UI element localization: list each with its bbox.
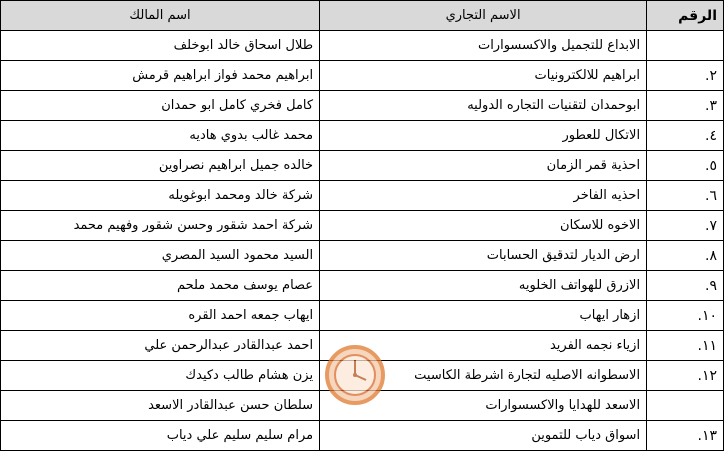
cell-number: ٤.: [647, 121, 724, 151]
cell-trade-name: ابوحمدان لتقنيات التجاره الدوليه: [320, 91, 647, 121]
cell-trade-name: ازهار ايهاب: [320, 301, 647, 331]
cell-number: ٥.: [647, 151, 724, 181]
cell-number: [647, 31, 724, 61]
cell-owner-name: خالده جميل ابراهيم نصراوين: [1, 151, 320, 181]
cell-trade-name: اسواق دياب للتموين: [320, 421, 647, 451]
cell-number: ٣.: [647, 91, 724, 121]
table-row: [1, 121, 724, 151]
cell-number: ١٣.: [647, 421, 724, 451]
table-row: [1, 151, 724, 181]
cell-number: [647, 391, 724, 421]
cell-owner-name: ابراهيم محمد فواز ابراهيم قرمش: [1, 61, 320, 91]
header-trade-name: الاسم التجاري: [320, 1, 647, 31]
cell-owner-name: طلال اسحاق خالد ابوخلف: [1, 31, 320, 61]
cell-trade-name: الازرق للهواتف الخلويه: [320, 271, 647, 301]
cell-number: ٧.: [647, 211, 724, 241]
cell-owner-name: شركة خالد ومحمد ابوغويله: [1, 181, 320, 211]
cell-owner-name: محمد غالب بدوي هاديه: [1, 121, 320, 151]
cell-number: ٢.: [647, 61, 724, 91]
cell-number: ٩.: [647, 271, 724, 301]
table-row: [1, 181, 724, 211]
table-row: [1, 61, 724, 91]
table-row: [1, 271, 724, 301]
cell-owner-name: شركة احمد شقور وحسن شقور وفهيم محمد: [1, 211, 320, 241]
cell-owner-name: احمد عبدالقادر عبدالرحمن علي: [1, 331, 320, 361]
table-row: [1, 211, 724, 241]
cell-owner-name: يزن هشام طالب دكيدك: [1, 361, 320, 391]
table-header-row: [1, 1, 724, 31]
cell-trade-name: الاخوه للاسكان: [320, 211, 647, 241]
cell-number: ١٠.: [647, 301, 724, 331]
cell-trade-name: ارض الديار لتدقيق الحسابات: [320, 241, 647, 271]
cell-trade-name: الابداع للتجميل والاكسسوارات: [320, 31, 647, 61]
cell-number: ١١.: [647, 331, 724, 361]
cell-trade-name: الاسطوانه الاصليه لتجارة اشرطة الكاسيت: [320, 361, 647, 391]
table-row: [1, 301, 724, 331]
cell-trade-name: احذية قمر الزمان: [320, 151, 647, 181]
cell-number: ١٢.: [647, 361, 724, 391]
cell-trade-name: احذيه الفاخر: [320, 181, 647, 211]
table-row: [1, 421, 724, 451]
header-owner-name: اسم المالك: [1, 1, 320, 31]
cell-trade-name: الاتكال للعطور: [320, 121, 647, 151]
cell-owner-name: السيد محمود السيد المصري: [1, 241, 320, 271]
cell-owner-name: عصام يوسف محمد ملحم: [1, 271, 320, 301]
cell-owner-name: مرام سليم سليم علي دياب: [1, 421, 320, 451]
cell-number: ٨.: [647, 241, 724, 271]
cell-owner-name: كامل فخري كامل ابو حمدان: [1, 91, 320, 121]
cell-number: ٦.: [647, 181, 724, 211]
table-row: [1, 91, 724, 121]
cell-trade-name: ابراهيم للالكترونيات: [320, 61, 647, 91]
clock-watermark-logo: [320, 340, 390, 410]
header-number: الرقم: [647, 1, 724, 31]
table-row: [1, 241, 724, 271]
cell-trade-name: ازياء نجمه الفريد: [320, 331, 647, 361]
cell-trade-name: الاسعد للهدايا والاكسسوارات: [320, 391, 647, 421]
cell-owner-name: ايهاب جمعه احمد القره: [1, 301, 320, 331]
cell-owner-name: سلطان حسن عبدالقادر الاسعد: [1, 391, 320, 421]
table-row: [1, 31, 724, 61]
